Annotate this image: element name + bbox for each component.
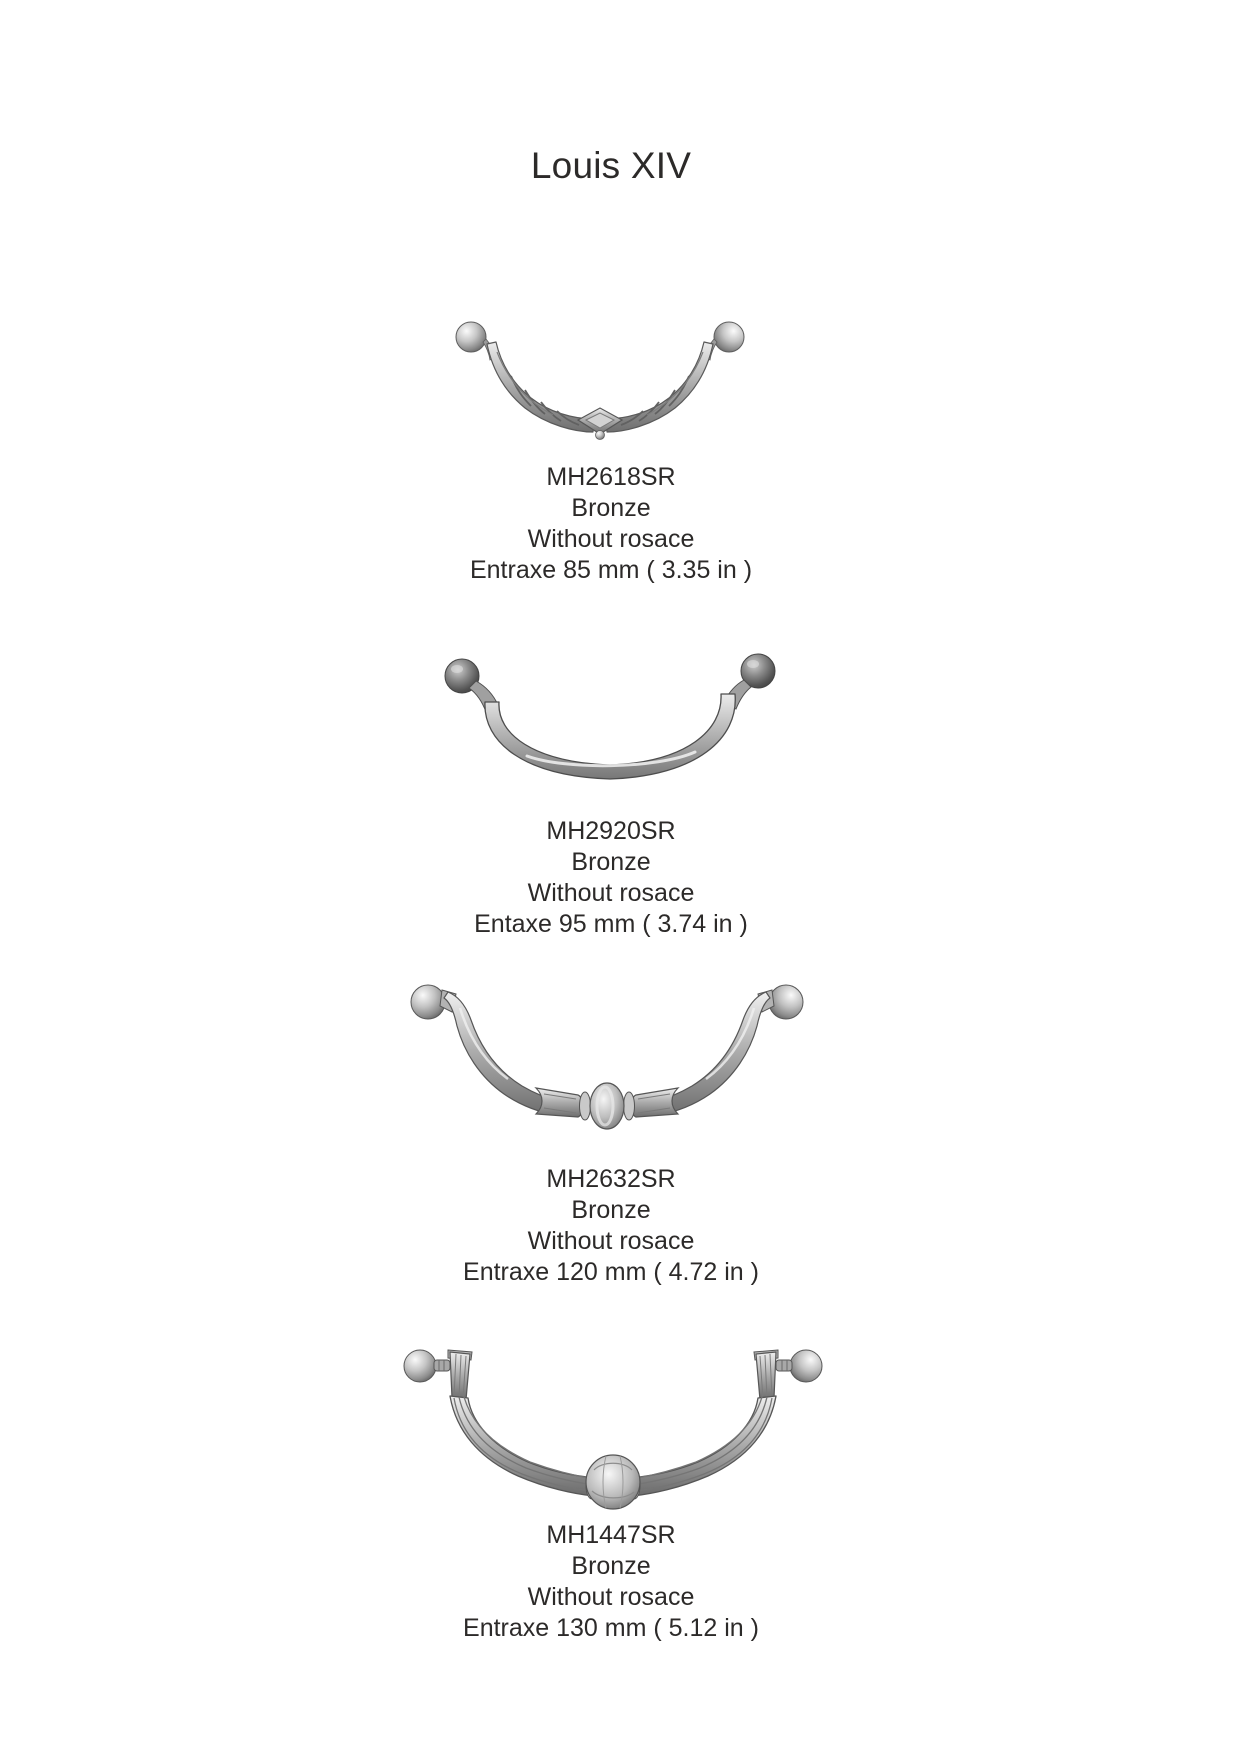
handle-image-mh1447sr (398, 1346, 828, 1514)
bail-left-half (404, 1350, 598, 1499)
product-caption (0, 816, 1222, 940)
product-code: MH2632SR (546, 1165, 676, 1193)
product-rosace: Without rosace (527, 879, 695, 907)
product-caption (0, 1520, 1222, 1644)
product-rosace: Without rosace (527, 1227, 695, 1255)
melon-ball-center (586, 1455, 640, 1509)
product-rosace: Without rosace (527, 1583, 695, 1611)
product-material: Bronze (571, 1196, 651, 1224)
page-title: Louis XIV (530, 145, 692, 186)
handle-image-mh2632sr (408, 974, 806, 1144)
product-code: MH2920SR (546, 817, 676, 845)
ball-finial-right (714, 322, 744, 352)
ring (580, 1092, 591, 1120)
product-dimension: Entraxe 130 mm ( 5.12 in ) (463, 1614, 759, 1642)
ball-finial-right (769, 985, 803, 1019)
handle-image-mh2920sr (443, 650, 777, 798)
product-material: Bronze (571, 848, 651, 876)
product-dimension: Entraxe 120 mm ( 4.72 in ) (463, 1258, 759, 1286)
product-dimension: Entaxe 95 mm ( 3.74 in ) (474, 910, 748, 938)
product-code: MH1447SR (546, 1521, 676, 1549)
swag-right-half (606, 322, 744, 432)
bail-right-half (624, 985, 804, 1120)
product-rosace: Without rosace (527, 525, 695, 553)
center-diamond (578, 408, 622, 440)
ball-finial-left (404, 1350, 436, 1382)
product-caption (0, 1164, 1222, 1288)
bail-left-half (411, 985, 591, 1120)
product-caption (0, 462, 1222, 586)
product-code: MH2618SR (546, 463, 676, 491)
product-dimension: Entraxe 85 mm ( 3.35 in ) (469, 556, 753, 584)
swag-left-half (456, 322, 594, 432)
product-material: Bronze (571, 1552, 651, 1580)
product-material: Bronze (571, 494, 651, 522)
twisted-wing (487, 342, 594, 432)
bail-right-half (628, 1350, 822, 1499)
ball-finial-left (456, 322, 486, 352)
handle-image-mh2618sr (453, 316, 745, 452)
center-boss (590, 1083, 624, 1129)
ball-finial-right (790, 1350, 822, 1382)
ball-finial-left (411, 985, 445, 1019)
